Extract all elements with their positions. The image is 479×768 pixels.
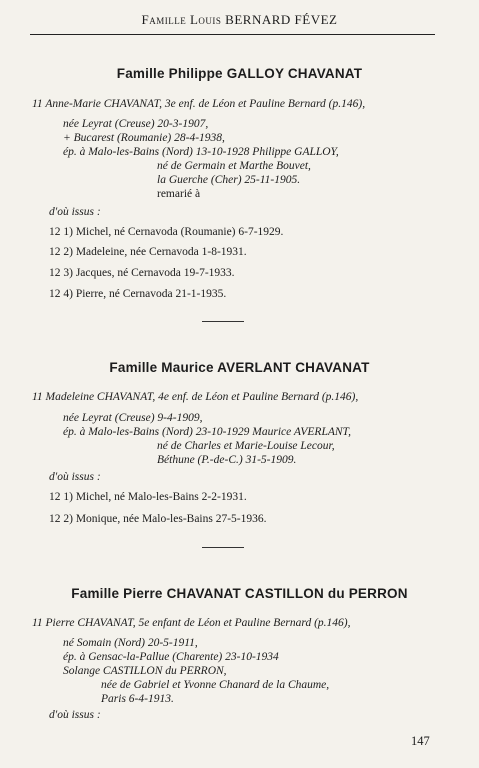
page-number: 147 <box>411 734 430 748</box>
section-title-castillon: Famille Pierre CHAVANAT CASTILLON du PERRON <box>71 586 408 601</box>
section-title-galloy: Famille Philippe GALLOY CHAVANAT <box>116 66 363 81</box>
entry-line: remarié à <box>157 188 201 200</box>
entry-line: né de Germain et Marthe Bouvet, <box>157 160 311 172</box>
entry-line: la Guerche (Cher) 25-11-1905. <box>157 174 301 186</box>
running-header: Famille Louis BERNARD FÉVEZ <box>141 12 338 27</box>
child-line: 12 2) Monique, née Malo-les-Bains 27-5-1936. <box>49 513 267 525</box>
child-line: 12 2) Madeleine, née Cernavoda 1-8-1931. <box>49 246 247 258</box>
entry-line: née Leyrat (Creuse) 9-4-1909, <box>63 412 203 424</box>
section-separator <box>202 547 244 548</box>
entry-line: Béthune (P.-de-C.) 31-5-1909. <box>157 454 297 466</box>
section-separator <box>202 321 244 322</box>
child-line: 12 3) Jacques, né Cernavoda 19-7-1933. <box>49 267 235 279</box>
entry-line: né Somain (Nord) 20-5-1911, <box>63 637 198 649</box>
entry-line: ép. à Malo-les-Bains (Nord) 13-10-1928 Philippe GALLOY, <box>63 146 339 158</box>
entry-line: Solange CASTILLON du PERRON, <box>63 665 227 677</box>
child-line: 12 4) Pierre, né Cernavoda 21-1-1935. <box>49 288 227 300</box>
child-line: 12 1) Michel, né Cernavoda (Roumanie) 6-7-1929. <box>49 226 284 238</box>
entry-line: 11 Pierre CHAVANAT, 5e enfant de Léon et Pauline Bernard (p.146), <box>32 617 351 629</box>
section-title-averlant: Famille Maurice AVERLANT CHAVANAT <box>109 360 370 375</box>
issue-label: d'où issus : <box>49 471 101 483</box>
entry-line: née Leyrat (Creuse) 20-3-1907, <box>63 118 209 130</box>
entry-line: Paris 6-4-1913. <box>101 693 174 705</box>
entry-line: né de Charles et Marie-Louise Lecour, <box>157 440 335 452</box>
entry-line: née de Gabriel et Yvonne Chanard de la Chaume, <box>101 679 330 691</box>
issue-label: d'où issus : <box>49 709 101 721</box>
entry-line: ép. à Malo-les-Bains (Nord) 23-10-1929 Maurice AVERLANT, <box>63 426 351 438</box>
entry-line: 11 Madeleine CHAVANAT, 4e enf. de Léon et Pauline Bernard (p.146), <box>32 391 359 403</box>
entry-line: ép. à Gensac-la-Pallue (Charente) 23-10-1934 <box>63 651 279 663</box>
entry-line: + Bucarest (Roumanie) 28-4-1938, <box>63 132 225 144</box>
child-line: 12 1) Michel, né Malo-les-Bains 2-2-1931. <box>49 491 247 503</box>
header-rule <box>30 34 435 35</box>
entry-line: 11 Anne-Marie CHAVANAT, 3e enf. de Léon et Pauline Bernard (p.146), <box>32 98 366 110</box>
issue-label: d'où issus : <box>49 206 101 218</box>
